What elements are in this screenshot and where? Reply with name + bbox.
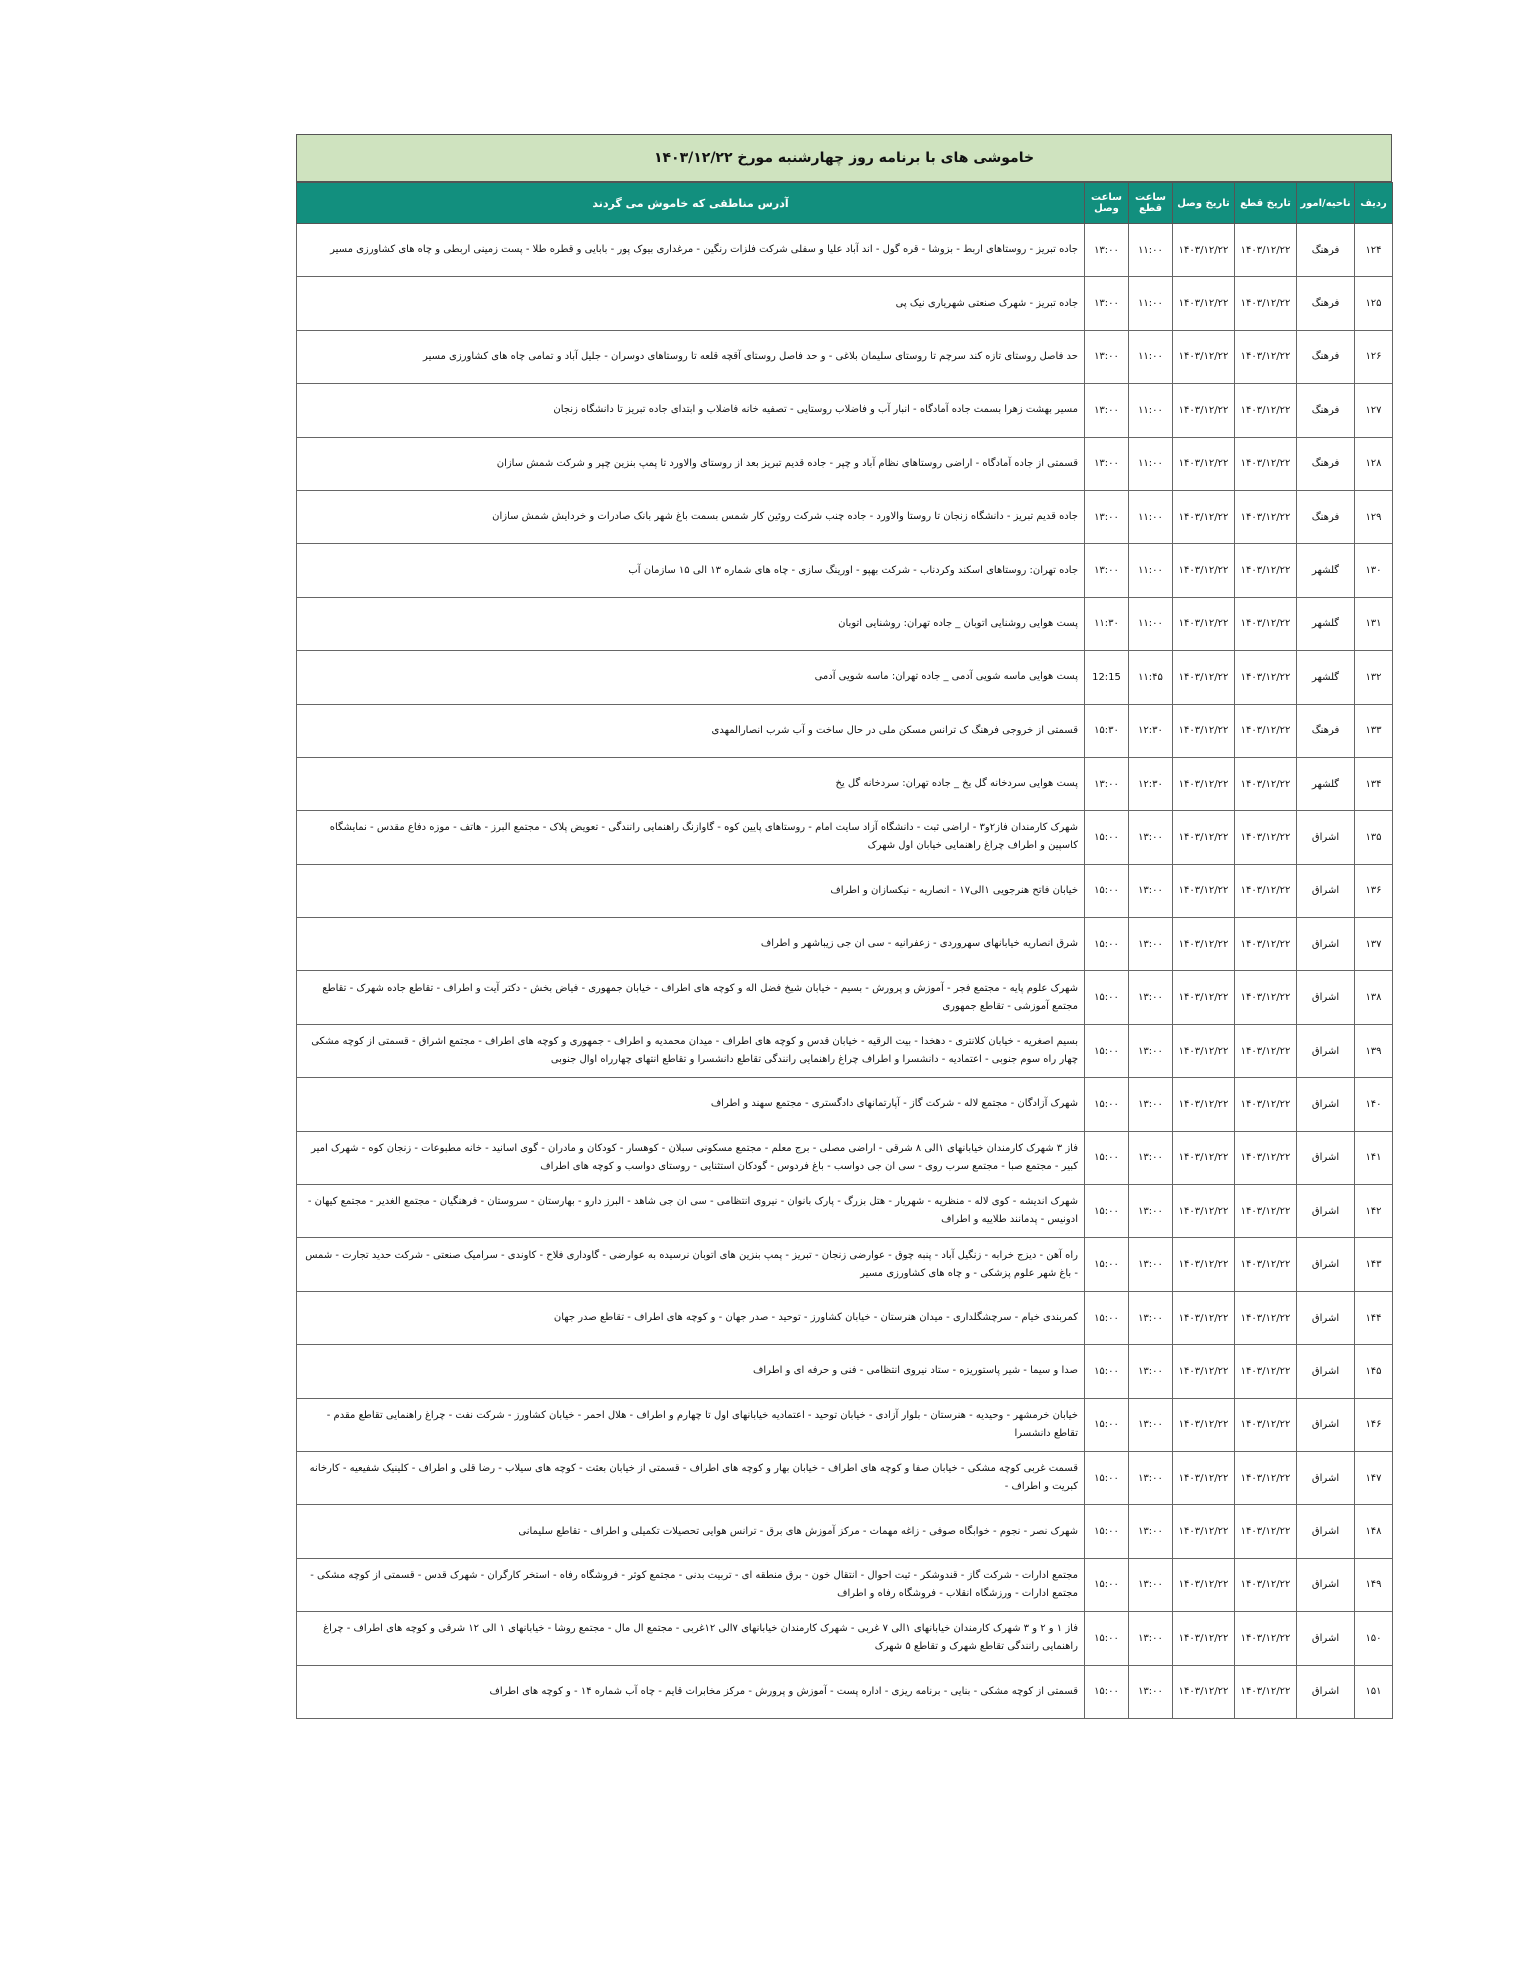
cell-saat-ghat: ۱۳:۰۰ <box>1129 1078 1173 1131</box>
cell-tarikh-vasl: ۱۴۰۳/۱۲/۲۲ <box>1173 544 1235 597</box>
cell-saat-ghat: ۱۳:۰۰ <box>1129 971 1173 1024</box>
cell-nahie: اشراق <box>1297 1665 1355 1718</box>
cell-tarikh-vasl: ۱۴۰۳/۱۲/۲۲ <box>1173 918 1235 971</box>
cell-nahie: اشراق <box>1297 1398 1355 1451</box>
cell-tarikh-vasl: ۱۴۰۳/۱۲/۲۲ <box>1173 1238 1235 1291</box>
cell-radif: ۱۳۸ <box>1355 971 1393 1024</box>
cell-saat-ghat: ۱۱:۰۰ <box>1129 490 1173 543</box>
cell-tarikh-vasl: ۱۴۰۳/۱۲/۲۲ <box>1173 224 1235 277</box>
cell-radif: ۱۴۷ <box>1355 1451 1393 1504</box>
cell-tarikh-vasl: ۱۴۰۳/۱۲/۲۲ <box>1173 1345 1235 1398</box>
cell-nahie: فرهنگ <box>1297 437 1355 490</box>
cell-nahie: اشراق <box>1297 1345 1355 1398</box>
cell-tarikh-ghat: ۱۴۰۳/۱۲/۲۲ <box>1235 864 1297 917</box>
cell-tarikh-vasl: ۱۴۰۳/۱۲/۲۲ <box>1173 1185 1235 1238</box>
table-row <box>297 1398 1393 1451</box>
cell-nahie: فرهنگ <box>1297 277 1355 330</box>
cell-tarikh-ghat: ۱۴۰۳/۱۲/۲۲ <box>1235 704 1297 757</box>
cell-tarikh-vasl: ۱۴۰۳/۱۲/۲۲ <box>1173 277 1235 330</box>
cell-address: قسمتی از خروجی فرهنگ ک ترانس مسکن ملی در حال ساخت و آب شرب انصارالمهدی <box>297 704 1085 757</box>
cell-tarikh-vasl: ۱۴۰۳/۱۲/۲۲ <box>1173 1024 1235 1077</box>
cell-nahie: اشراق <box>1297 811 1355 864</box>
cell-saat-ghat: ۱۳:۰۰ <box>1129 1024 1173 1077</box>
cell-saat-vasl: ۱۵:۰۰ <box>1085 1291 1129 1344</box>
table-row <box>297 224 1393 277</box>
cell-nahie: اشراق <box>1297 1185 1355 1238</box>
cell-saat-ghat: ۱۳:۰۰ <box>1129 864 1173 917</box>
cell-radif: ۱۲۵ <box>1355 277 1393 330</box>
cell-tarikh-ghat: ۱۴۰۳/۱۲/۲۲ <box>1235 330 1297 383</box>
table-body <box>297 224 1393 1719</box>
cell-nahie: اشراق <box>1297 1558 1355 1611</box>
cell-tarikh-vasl: ۱۴۰۳/۱۲/۲۲ <box>1173 971 1235 1024</box>
cell-tarikh-vasl: ۱۴۰۳/۱۲/۲۲ <box>1173 651 1235 704</box>
cell-tarikh-ghat: ۱۴۰۳/۱۲/۲۲ <box>1235 1345 1297 1398</box>
cell-nahie: فرهنگ <box>1297 224 1355 277</box>
cell-tarikh-vasl: ۱۴۰۳/۱۲/۲۲ <box>1173 1558 1235 1611</box>
cell-saat-ghat: ۱۳:۰۰ <box>1129 811 1173 864</box>
table-row <box>297 1024 1393 1077</box>
cell-radif: ۱۴۴ <box>1355 1291 1393 1344</box>
table-row <box>297 704 1393 757</box>
cell-saat-ghat: ۱۳:۰۰ <box>1129 1398 1173 1451</box>
cell-address: شهرک آزادگان - مجتمع لاله - شرکت گاز - آپارتمانهای دادگستری - مجتمع سهند و اطراف <box>297 1078 1085 1131</box>
table-row <box>297 490 1393 543</box>
cell-saat-ghat: ۱۱:۰۰ <box>1129 437 1173 490</box>
cell-tarikh-ghat: ۱۴۰۳/۱۲/۲۲ <box>1235 597 1297 650</box>
cell-tarikh-vasl: ۱۴۰۳/۱۲/۲۲ <box>1173 1665 1235 1718</box>
cell-address: فاز ۳ شهرک کارمندان خیابانهای ۱الی ۸ شرقی - اراضی مصلی - برج معلم - مجتمع مسکونی سبلان - کوهسار - کودکان و مادران - گوی اسانید - خانه مطبوعات - زنجان کوه - شهرک امیر کبیر - مجتمع صبا - مجتمع سرب روی - سی ان جی دواسب - باغ فردوس - گودکان استثنایی - روستای دواسب و کوچه های اطراف <box>297 1131 1085 1184</box>
cell-address: بسیم اصغریه - خیابان کلانتری - دهخدا - بیت الرقیه - خیابان قدس و کوچه های اطراف - میدان محمدیه و اطراف - جمهوری و کوچه های اطراف - مجتمع اشراق - قسمتی از کوچه مشکی چهار راه سوم جنوبی - اعتمادیه - دانشسرا و اطراف چراغ راهنمایی رانندگی تقاطع دانشسرا و تقاطع انتهای چهارراه اوال جنوبی <box>297 1024 1085 1077</box>
cell-nahie: اشراق <box>1297 918 1355 971</box>
cell-tarikh-vasl: ۱۴۰۳/۱۲/۲۲ <box>1173 811 1235 864</box>
header-radif: ردیف <box>1355 183 1393 224</box>
cell-radif: ۱۳۳ <box>1355 704 1393 757</box>
table-row <box>297 330 1393 383</box>
table-row <box>297 1558 1393 1611</box>
cell-tarikh-vasl: ۱۴۰۳/۱۲/۲۲ <box>1173 1078 1235 1131</box>
cell-saat-vasl: ۱۳:۰۰ <box>1085 757 1129 810</box>
cell-nahie: فرهنگ <box>1297 330 1355 383</box>
cell-address: شهرک علوم پایه - مجتمع فجر - آموزش و پرورش - بسیم - خیابان شیخ فضل اله و کوچه های اطراف - خیابان جمهوری - فیاض بخش - دکتر آیت و اطراف - تقاطع جاده شهرک - تقاطع مجتمع آموزشی - تقاطع جمهوری <box>297 971 1085 1024</box>
header-address: آدرس مناطقی که خاموش می گردند <box>297 183 1085 224</box>
cell-tarikh-vasl: ۱۴۰۳/۱۲/۲۲ <box>1173 384 1235 437</box>
header-tarikh-vasl: تاریخ وصل <box>1173 183 1235 224</box>
table-row <box>297 1291 1393 1344</box>
cell-saat-ghat: ۱۳:۰۰ <box>1129 918 1173 971</box>
cell-saat-ghat: ۱۳:۰۰ <box>1129 1185 1173 1238</box>
cell-saat-ghat: ۱۲:۳۰ <box>1129 704 1173 757</box>
cell-radif: ۱۳۱ <box>1355 597 1393 650</box>
table-row <box>297 1131 1393 1184</box>
cell-saat-vasl: ۱۵:۰۰ <box>1085 1078 1129 1131</box>
cell-radif: ۱۳۰ <box>1355 544 1393 597</box>
cell-address: جاده تهران: روستاهای اسکند وکردناب - شرکت بهپو - اورینگ سازی - چاه های شماره ۱۳ الی ۱۵ سازمان آب <box>297 544 1085 597</box>
cell-tarikh-ghat: ۱۴۰۳/۱۲/۲۲ <box>1235 544 1297 597</box>
cell-address: شهرک اندیشه - کوی لاله - منظریه - شهریار - هتل بزرگ - پارک بانوان - نیروی انتظامی - سی ان جی شاهد - البرز دارو - بهارستان - سروستان - فرهنگیان - مجتمع الغدیر - مجتمع کیهان - ادونیس - پدمانند طلاییه و اطراف <box>297 1185 1085 1238</box>
cell-saat-ghat: ۱۲:۳۰ <box>1129 757 1173 810</box>
cell-nahie: اشراق <box>1297 971 1355 1024</box>
table-row <box>297 918 1393 971</box>
cell-saat-ghat: ۱۱:۰۰ <box>1129 384 1173 437</box>
cell-tarikh-vasl: ۱۴۰۳/۱۲/۲۲ <box>1173 1612 1235 1665</box>
cell-saat-vasl: ۱۳:۰۰ <box>1085 384 1129 437</box>
cell-saat-vasl: ۱۵:۰۰ <box>1085 1185 1129 1238</box>
cell-address: جاده تبریز - شهرک صنعتی شهریاری نیک پی <box>297 277 1085 330</box>
cell-saat-vasl: ۱۳:۰۰ <box>1085 437 1129 490</box>
table-row <box>297 1185 1393 1238</box>
cell-address: پست هوایی ماسه شویی آدمی _ جاده تهران: ماسه شویی آدمی <box>297 651 1085 704</box>
cell-saat-vasl: ۱۳:۰۰ <box>1085 277 1129 330</box>
table-row <box>297 1345 1393 1398</box>
cell-tarikh-vasl: ۱۴۰۳/۱۲/۲۲ <box>1173 330 1235 383</box>
table-row <box>297 597 1393 650</box>
cell-address: پست هوایی سردخانه گل یخ _ جاده تهران: سردخانه گل یخ <box>297 757 1085 810</box>
cell-address: جاده قدیم تبریز - دانشگاه زنجان تا روستا والاورد - جاده چنب شرکت روئین کار شمس بسمت باغ شهر بانک صادرات و خردایش شمش سازان <box>297 490 1085 543</box>
cell-nahie: اشراق <box>1297 1505 1355 1558</box>
cell-saat-vasl: ۱۵:۰۰ <box>1085 1558 1129 1611</box>
cell-tarikh-ghat: ۱۴۰۳/۱۲/۲۲ <box>1235 918 1297 971</box>
cell-radif: ۱۳۶ <box>1355 864 1393 917</box>
cell-radif: ۱۴۳ <box>1355 1238 1393 1291</box>
header-nahie: ناحیه/امور <box>1297 183 1355 224</box>
outage-table <box>296 182 1393 1719</box>
schedule-title: خاموشی های با برنامه روز چهارشنبه مورخ ۱۴۰۳/۱۲/۲۲ <box>296 134 1392 182</box>
header-tarikh-ghat: تاریخ قطع <box>1235 183 1297 224</box>
cell-tarikh-vasl: ۱۴۰۳/۱۲/۲۲ <box>1173 1505 1235 1558</box>
cell-radif: ۱۴۸ <box>1355 1505 1393 1558</box>
table-row <box>297 757 1393 810</box>
cell-tarikh-ghat: ۱۴۰۳/۱۲/۲۲ <box>1235 1024 1297 1077</box>
cell-tarikh-ghat: ۱۴۰۳/۱۲/۲۲ <box>1235 811 1297 864</box>
cell-saat-ghat: ۱۳:۰۰ <box>1129 1238 1173 1291</box>
cell-nahie: اشراق <box>1297 1451 1355 1504</box>
cell-address: راه آهن - دیزج خرابه - زنگیل آباد - پنبه چوق - عوارضی زنجان - تبریز - پمپ بنزین های اتوبان نرسیده به عوارضی - گاوداری فلاح - کاوندی - سرامیک صنعتی - شرکت حدید تجارت - شمس - باغ شهر علوم پزشکی - و چاه های کشاورزی مسیر <box>297 1238 1085 1291</box>
cell-tarikh-vasl: ۱۴۰۳/۱۲/۲۲ <box>1173 1131 1235 1184</box>
cell-radif: ۱۵۰ <box>1355 1612 1393 1665</box>
cell-tarikh-vasl: ۱۴۰۳/۱۲/۲۲ <box>1173 757 1235 810</box>
cell-radif: ۱۳۲ <box>1355 651 1393 704</box>
cell-tarikh-ghat: ۱۴۰۳/۱۲/۲۲ <box>1235 490 1297 543</box>
cell-address: جاده تبریز - روستاهای اربط - بزوشا - قره گول - اند آباد علیا و سفلی شرکت فلزات رنگین - مرغداری بیوک پور - بابایی و قطره طلا - پست زمینی اربطی و چاه های کشاورزی مسیر <box>297 224 1085 277</box>
cell-radif: ۱۲۴ <box>1355 224 1393 277</box>
cell-saat-ghat: ۱۳:۰۰ <box>1129 1505 1173 1558</box>
cell-address: صدا و سیما - شیر پاستوریزه - ستاد نیروی انتظامی - فنی و حرفه ای و اطراف <box>297 1345 1085 1398</box>
cell-radif: ۱۴۰ <box>1355 1078 1393 1131</box>
cell-tarikh-ghat: ۱۴۰۳/۱۲/۲۲ <box>1235 971 1297 1024</box>
cell-tarikh-ghat: ۱۴۰۳/۱۲/۲۲ <box>1235 1398 1297 1451</box>
cell-saat-ghat: ۱۳:۰۰ <box>1129 1665 1173 1718</box>
cell-saat-vasl: ۱۵:۰۰ <box>1085 1505 1129 1558</box>
cell-tarikh-ghat: ۱۴۰۳/۱۲/۲۲ <box>1235 1451 1297 1504</box>
cell-nahie: اشراق <box>1297 864 1355 917</box>
cell-radif: ۱۲۹ <box>1355 490 1393 543</box>
cell-saat-vasl: ۱۵:۰۰ <box>1085 918 1129 971</box>
table-row <box>297 811 1393 864</box>
cell-saat-vasl: ۱۳:۰۰ <box>1085 544 1129 597</box>
cell-tarikh-vasl: ۱۴۰۳/۱۲/۲۲ <box>1173 1451 1235 1504</box>
cell-radif: ۱۴۵ <box>1355 1345 1393 1398</box>
cell-nahie: اشراق <box>1297 1612 1355 1665</box>
cell-radif: ۱۳۵ <box>1355 811 1393 864</box>
cell-radif: ۱۳۹ <box>1355 1024 1393 1077</box>
cell-tarikh-vasl: ۱۴۰۳/۱۲/۲۲ <box>1173 437 1235 490</box>
cell-nahie: اشراق <box>1297 1291 1355 1344</box>
cell-address: قسمتی از جاده آمادگاه - اراضی روستاهای نظام آباد و چپر - جاده قدیم تبریز بعد از روستای والاورد تا پمپ بنزین چپر و شرکت شمش سازان <box>297 437 1085 490</box>
cell-saat-ghat: ۱۱:۰۰ <box>1129 224 1173 277</box>
cell-nahie: گلشهر <box>1297 597 1355 650</box>
cell-tarikh-ghat: ۱۴۰۳/۱۲/۲۲ <box>1235 1185 1297 1238</box>
cell-tarikh-ghat: ۱۴۰۳/۱۲/۲۲ <box>1235 384 1297 437</box>
cell-radif: ۱۳۴ <box>1355 757 1393 810</box>
cell-saat-vasl: ۱۵:۰۰ <box>1085 811 1129 864</box>
cell-saat-ghat: ۱۱:۰۰ <box>1129 544 1173 597</box>
cell-saat-ghat: ۱۱:۰۰ <box>1129 330 1173 383</box>
cell-saat-vasl: ۱۵:۰۰ <box>1085 1665 1129 1718</box>
cell-saat-ghat: ۱۳:۰۰ <box>1129 1612 1173 1665</box>
cell-nahie: اشراق <box>1297 1078 1355 1131</box>
table-row <box>297 1078 1393 1131</box>
cell-radif: ۱۴۹ <box>1355 1558 1393 1611</box>
cell-saat-vasl: ۱۵:۰۰ <box>1085 1131 1129 1184</box>
cell-tarikh-ghat: ۱۴۰۳/۱۲/۲۲ <box>1235 1238 1297 1291</box>
cell-tarikh-ghat: ۱۴۰۳/۱۲/۲۲ <box>1235 224 1297 277</box>
cell-tarikh-vasl: ۱۴۰۳/۱۲/۲۲ <box>1173 1398 1235 1451</box>
table-row <box>297 544 1393 597</box>
cell-address: شهرک نصر - نجوم - خوابگاه صوفی - زاغه مهمات - مرکز آموزش های برق - ترانس هوایی تحصیلات تکمیلی و اطراف - تقاطع سلیمانی <box>297 1505 1085 1558</box>
table-row <box>297 1451 1393 1504</box>
table-row <box>297 971 1393 1024</box>
cell-saat-ghat: ۱۱:۴۵ <box>1129 651 1173 704</box>
cell-address: شرق انصاریه خیابانهای سهروردی - زعفرانیه - سی ان جی زیباشهر و اطراف <box>297 918 1085 971</box>
cell-saat-vasl: ۱۵:۳۰ <box>1085 704 1129 757</box>
cell-tarikh-ghat: ۱۴۰۳/۱۲/۲۲ <box>1235 1291 1297 1344</box>
cell-saat-ghat: ۱۳:۰۰ <box>1129 1131 1173 1184</box>
cell-saat-vasl: ۱۱:۳۰ <box>1085 597 1129 650</box>
cell-tarikh-ghat: ۱۴۰۳/۱۲/۲۲ <box>1235 1558 1297 1611</box>
cell-saat-ghat: ۱۱:۰۰ <box>1129 277 1173 330</box>
cell-nahie: گلشهر <box>1297 544 1355 597</box>
cell-saat-vasl: ۱۵:۰۰ <box>1085 1612 1129 1665</box>
cell-address: خیابان فاتح هنرجویی ۱الی۱۷ - انصاریه - نیکسازان و اطراف <box>297 864 1085 917</box>
cell-saat-ghat: ۱۳:۰۰ <box>1129 1291 1173 1344</box>
cell-radif: ۱۴۲ <box>1355 1185 1393 1238</box>
table-row <box>297 437 1393 490</box>
cell-saat-vasl: 12:15 <box>1085 651 1129 704</box>
table-row <box>297 1665 1393 1718</box>
cell-radif: ۱۳۷ <box>1355 918 1393 971</box>
cell-address: فاز ۱ و ۲ و ۳ شهرک کارمندان خیابانهای ۱الی ۷ غربی - شهرک کارمندان خیابانهای ۷الی ۱۲غربی - مجتمع ال مال - مجتمع روشا - خیابانهای ۱ الی ۱۲ شرقی و کوچه های اطراف - چراغ راهنمایی رانندگی تقاطع شهرک و تقاطع ۵ شهرک <box>297 1612 1085 1665</box>
outage-schedule-sheet <box>296 134 1392 1719</box>
cell-tarikh-vasl: ۱۴۰۳/۱۲/۲۲ <box>1173 1291 1235 1344</box>
cell-nahie: فرهنگ <box>1297 384 1355 437</box>
cell-tarikh-vasl: ۱۴۰۳/۱۲/۲۲ <box>1173 704 1235 757</box>
cell-saat-vasl: ۱۵:۰۰ <box>1085 1345 1129 1398</box>
cell-tarikh-vasl: ۱۴۰۳/۱۲/۲۲ <box>1173 490 1235 543</box>
header-saat-vasl: ساعت وصل <box>1085 183 1129 224</box>
cell-saat-vasl: ۱۳:۰۰ <box>1085 490 1129 543</box>
cell-address: مجتمع ادارات - شرکت گاز - قندوشکر - ثبت احوال - انتقال خون - برق منطقه ای - تربیت بدنی - مجتمع کوثر - فروشگاه رفاه - استخر کارگران - شهرک قدس - قسمتی از کوچه مشکی - مجتمع ادارات - ورزشگاه انقلاب - فروشگاه رفاه و اطراف <box>297 1558 1085 1611</box>
cell-tarikh-vasl: ۱۴۰۳/۱۲/۲۲ <box>1173 597 1235 650</box>
cell-radif: ۱۲۸ <box>1355 437 1393 490</box>
cell-radif: ۱۴۶ <box>1355 1398 1393 1451</box>
table-row <box>297 1238 1393 1291</box>
table-row <box>297 1505 1393 1558</box>
cell-saat-vasl: ۱۵:۰۰ <box>1085 1238 1129 1291</box>
cell-radif: ۱۵۱ <box>1355 1665 1393 1718</box>
cell-saat-ghat: ۱۳:۰۰ <box>1129 1558 1173 1611</box>
cell-saat-ghat: ۱۳:۰۰ <box>1129 1451 1173 1504</box>
cell-saat-vasl: ۱۵:۰۰ <box>1085 1398 1129 1451</box>
table-header-row <box>297 183 1393 224</box>
cell-tarikh-ghat: ۱۴۰۳/۱۲/۲۲ <box>1235 1612 1297 1665</box>
table-row <box>297 651 1393 704</box>
cell-address: مسیر بهشت زهرا بسمت جاده آمادگاه - انبار آب و فاضلاب روستایی - تصفیه خانه فاضلاب و ابتدای جاده تبریز تا دانشگاه زنجان <box>297 384 1085 437</box>
cell-nahie: گلشهر <box>1297 757 1355 810</box>
cell-tarikh-ghat: ۱۴۰۳/۱۲/۲۲ <box>1235 1665 1297 1718</box>
cell-saat-vasl: ۱۵:۰۰ <box>1085 1451 1129 1504</box>
cell-radif: ۱۴۱ <box>1355 1131 1393 1184</box>
cell-radif: ۱۲۶ <box>1355 330 1393 383</box>
cell-tarikh-ghat: ۱۴۰۳/۱۲/۲۲ <box>1235 651 1297 704</box>
table-row <box>297 1612 1393 1665</box>
cell-saat-ghat: ۱۳:۰۰ <box>1129 1345 1173 1398</box>
cell-saat-vasl: ۱۵:۰۰ <box>1085 864 1129 917</box>
cell-nahie: اشراق <box>1297 1238 1355 1291</box>
table-row <box>297 864 1393 917</box>
cell-nahie: گلشهر <box>1297 651 1355 704</box>
cell-saat-vasl: ۱۵:۰۰ <box>1085 1024 1129 1077</box>
cell-saat-vasl: ۱۵:۰۰ <box>1085 971 1129 1024</box>
cell-address: قسمتی از کوچه مشکی - بنایی - برنامه ریزی - اداره پست - آموزش و پرورش - مرکز مخابرات قایم - چاه آب شماره ۱۴ - و کوچه های اطراف <box>297 1665 1085 1718</box>
cell-nahie: فرهنگ <box>1297 704 1355 757</box>
cell-tarikh-ghat: ۱۴۰۳/۱۲/۲۲ <box>1235 1078 1297 1131</box>
cell-nahie: اشراق <box>1297 1131 1355 1184</box>
cell-address: قسمت غربی کوچه مشکی - خیابان صفا و کوچه های اطراف - خیابان بهار و کوچه های اطراف - قسمتی از خیابان بعثت - کوچه های سیلاب - رضا قلی و اطراف - کلینیک شفیعیه - کارخانه کبریت و اطراف - <box>297 1451 1085 1504</box>
cell-tarikh-ghat: ۱۴۰۳/۱۲/۲۲ <box>1235 757 1297 810</box>
cell-address: کمربندی خیام - سرچشگلداری - میدان هنرستان - خیابان کشاورز - توحید - صدر جهان - و کوچه های اطراف - تقاطع صدر جهان <box>297 1291 1085 1344</box>
cell-radif: ۱۲۷ <box>1355 384 1393 437</box>
cell-tarikh-vasl: ۱۴۰۳/۱۲/۲۲ <box>1173 864 1235 917</box>
table-row <box>297 384 1393 437</box>
cell-tarikh-ghat: ۱۴۰۳/۱۲/۲۲ <box>1235 1131 1297 1184</box>
cell-address: شهرک کارمندان فاز۲و۳ - اراضی ثبت - دانشگاه آزاد سایت امام - روستاهای پایین کوه - گاوازنگ راهنمایی رانندگی - تعویض پلاک - مجتمع البرز - هاتف - موزه دفاع مقدس - نمایشگاه کاسپین و اطراف چراغ راهنمایی خیابان اول شهرک <box>297 811 1085 864</box>
cell-saat-vasl: ۱۳:۰۰ <box>1085 330 1129 383</box>
cell-saat-vasl: ۱۳:۰۰ <box>1085 224 1129 277</box>
table-row <box>297 277 1393 330</box>
cell-tarikh-ghat: ۱۴۰۳/۱۲/۲۲ <box>1235 437 1297 490</box>
cell-address: پست هوایی روشنایی اتوبان _ جاده تهران: روشنایی اتوبان <box>297 597 1085 650</box>
cell-address: خیابان خرمشهر - وحیدیه - هنرستان - بلوار آزادی - خیابان توحید - اعتمادیه خیابانهای اول تا چهارم و اطراف - هلال احمر - خیابان کشاورز - شرکت نفت - چراغ راهنمایی تقاطع مقدم - تقاطع دانشسرا <box>297 1398 1085 1451</box>
cell-saat-ghat: ۱۱:۰۰ <box>1129 597 1173 650</box>
cell-address: حد فاصل روستای تازه کند سرچم تا روستای سلیمان بلاغی - و حد فاصل روستای آقچه قلعه تا روستاهای دوسران - جلیل آباد و تمامی چاه های کشاورزی مسیر <box>297 330 1085 383</box>
cell-tarikh-ghat: ۱۴۰۳/۱۲/۲۲ <box>1235 1505 1297 1558</box>
cell-tarikh-ghat: ۱۴۰۳/۱۲/۲۲ <box>1235 277 1297 330</box>
header-saat-ghat: ساعت قطع <box>1129 183 1173 224</box>
cell-nahie: اشراق <box>1297 1024 1355 1077</box>
cell-nahie: فرهنگ <box>1297 490 1355 543</box>
